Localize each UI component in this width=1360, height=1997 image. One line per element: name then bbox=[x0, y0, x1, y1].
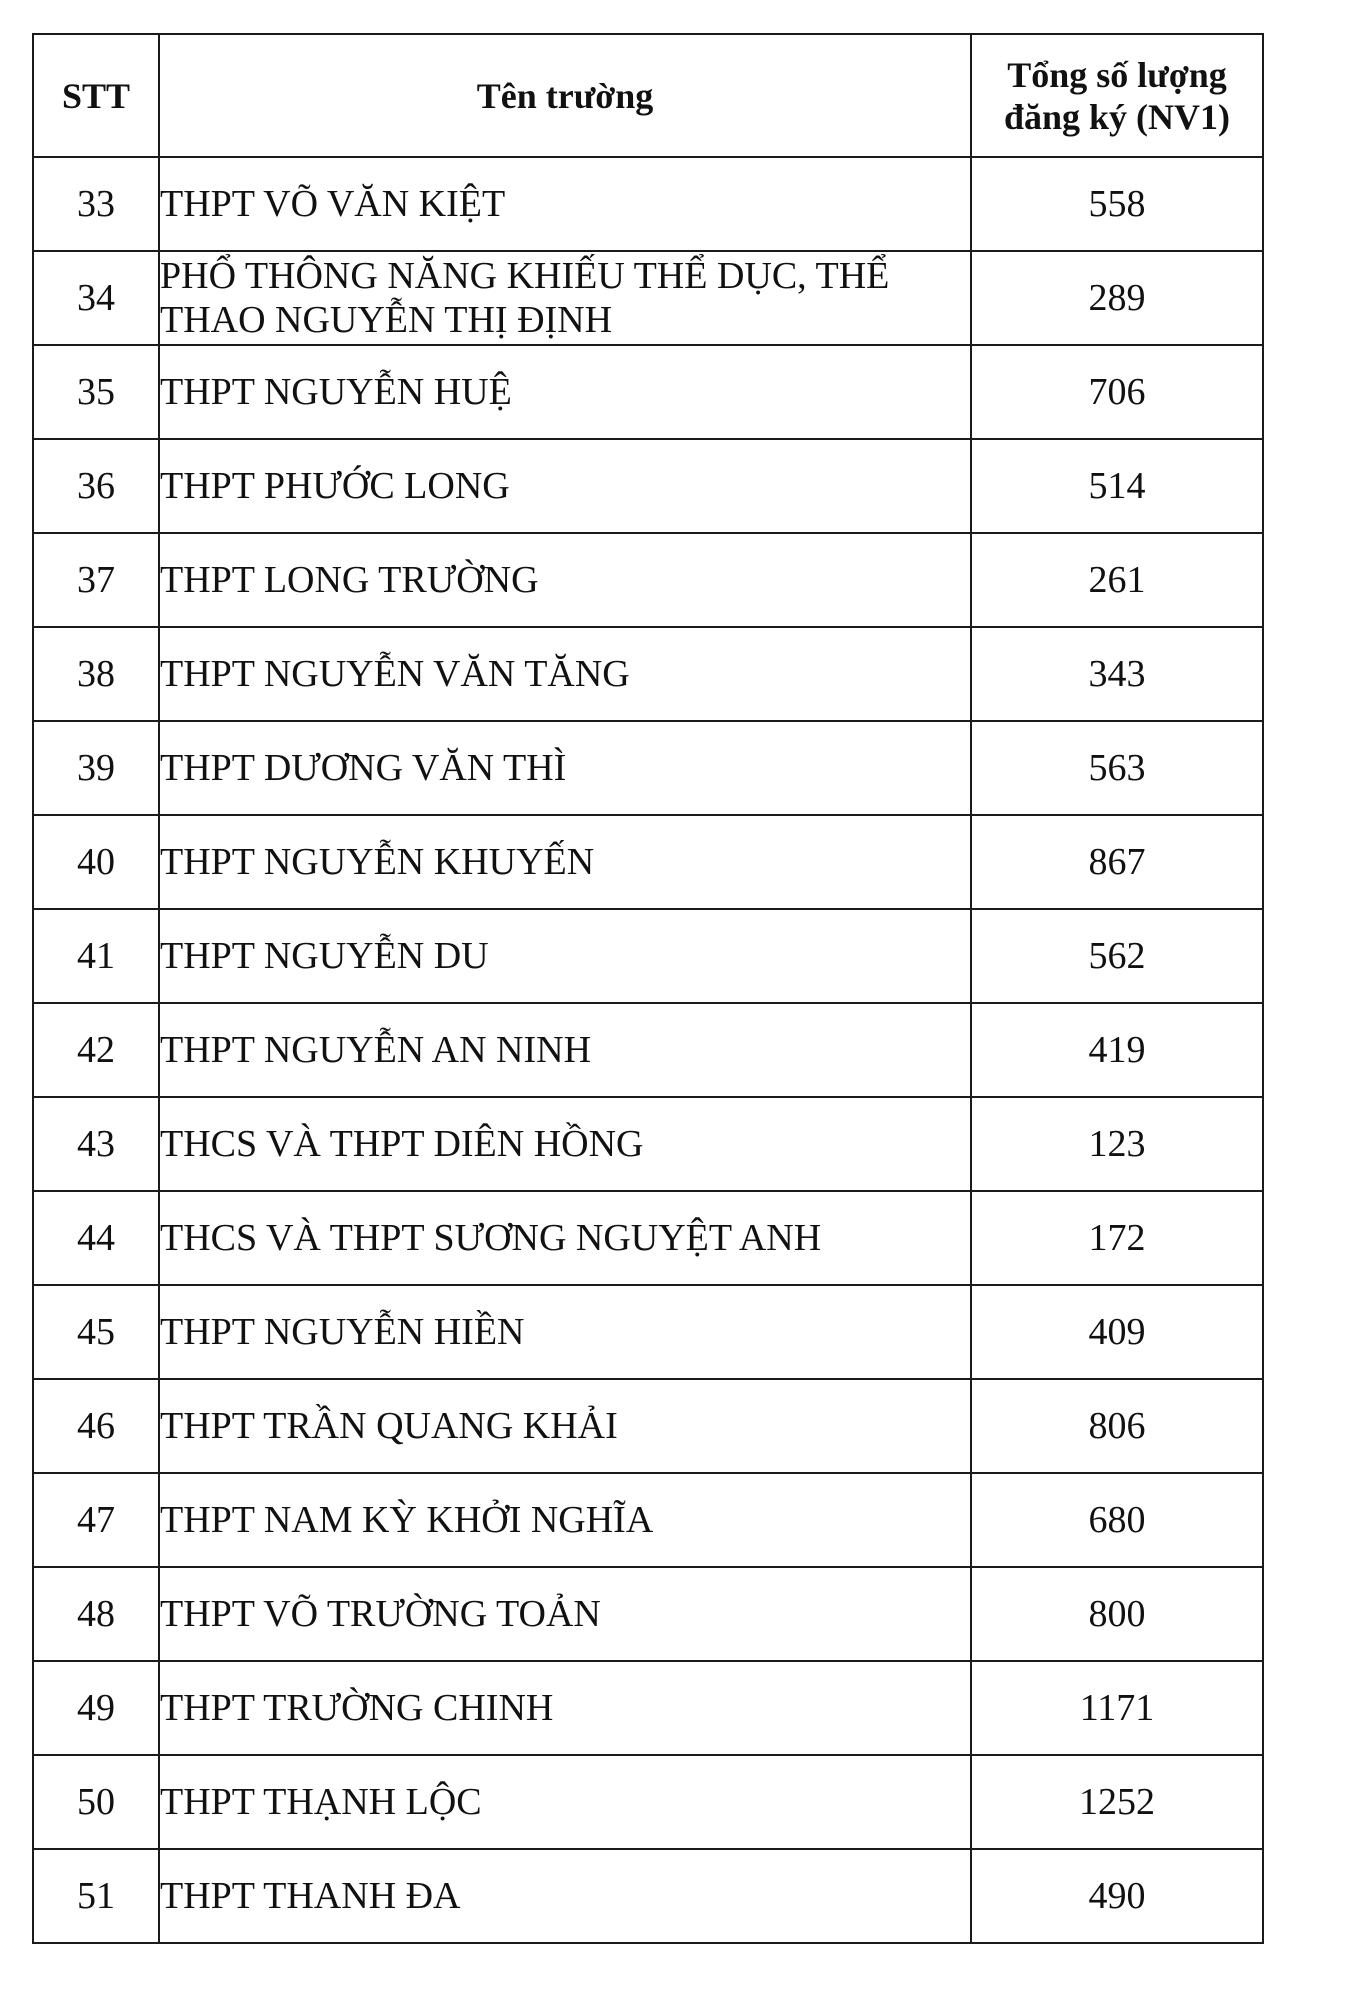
cell-school-name: THPT VÕ VĂN KIỆT bbox=[159, 157, 971, 251]
table-row bbox=[33, 1191, 1263, 1285]
table-row bbox=[33, 345, 1263, 439]
table-row bbox=[33, 157, 1263, 251]
cell-total: 562 bbox=[971, 909, 1263, 1003]
cell-total: 706 bbox=[971, 345, 1263, 439]
table-row bbox=[33, 721, 1263, 815]
cell-stt: 48 bbox=[33, 1567, 159, 1661]
cell-total: 343 bbox=[971, 627, 1263, 721]
table-row bbox=[33, 1849, 1263, 1943]
cell-stt: 36 bbox=[33, 439, 159, 533]
cell-total: 289 bbox=[971, 251, 1263, 345]
cell-school-name: THPT NGUYỄN AN NINH bbox=[159, 1003, 971, 1097]
cell-total: 261 bbox=[971, 533, 1263, 627]
cell-stt: 46 bbox=[33, 1379, 159, 1473]
cell-stt: 41 bbox=[33, 909, 159, 1003]
table-header-row bbox=[33, 34, 1263, 157]
cell-school-name: THPT PHƯỚC LONG bbox=[159, 439, 971, 533]
header-total-line2: đăng ký (NV1) bbox=[1003, 96, 1231, 137]
cell-school-name: THPT NAM KỲ KHỞI NGHĨA bbox=[159, 1473, 971, 1567]
table-row bbox=[33, 1473, 1263, 1567]
cell-school-name: THPT TRƯỜNG CHINH bbox=[159, 1661, 971, 1755]
cell-total: 514 bbox=[971, 439, 1263, 533]
table-row bbox=[33, 1097, 1263, 1191]
header-school-name: Tên trường bbox=[159, 34, 971, 157]
cell-stt: 47 bbox=[33, 1473, 159, 1567]
table-row bbox=[33, 251, 1263, 345]
table-row bbox=[33, 1567, 1263, 1661]
cell-total: 419 bbox=[971, 1003, 1263, 1097]
cell-stt: 42 bbox=[33, 1003, 159, 1097]
cell-total: 172 bbox=[971, 1191, 1263, 1285]
registration-table bbox=[32, 33, 1264, 1944]
cell-school-name: THPT THANH ĐA bbox=[159, 1849, 971, 1943]
cell-school-name: THPT DƯƠNG VĂN THÌ bbox=[159, 721, 971, 815]
cell-stt: 51 bbox=[33, 1849, 159, 1943]
cell-total: 563 bbox=[971, 721, 1263, 815]
cell-total: 123 bbox=[971, 1097, 1263, 1191]
table-row bbox=[33, 1003, 1263, 1097]
table-row bbox=[33, 1755, 1263, 1849]
cell-total: 490 bbox=[971, 1849, 1263, 1943]
cell-stt: 43 bbox=[33, 1097, 159, 1191]
header-stt: STT bbox=[33, 34, 159, 157]
cell-school-name: THPT NGUYỄN HUỆ bbox=[159, 345, 971, 439]
cell-stt: 39 bbox=[33, 721, 159, 815]
cell-stt: 44 bbox=[33, 1191, 159, 1285]
cell-total: 680 bbox=[971, 1473, 1263, 1567]
cell-total: 1171 bbox=[971, 1661, 1263, 1755]
cell-school-name: THPT LONG TRƯỜNG bbox=[159, 533, 971, 627]
cell-school-name: THPT TRẦN QUANG KHẢI bbox=[159, 1379, 971, 1473]
cell-school-name: THPT NGUYỄN DU bbox=[159, 909, 971, 1003]
table-row bbox=[33, 627, 1263, 721]
cell-school-name: THPT NGUYỄN VĂN TĂNG bbox=[159, 627, 971, 721]
table-row bbox=[33, 1379, 1263, 1473]
cell-stt: 37 bbox=[33, 533, 159, 627]
header-total-registrations bbox=[971, 34, 1263, 157]
table-row bbox=[33, 439, 1263, 533]
cell-school-name: THPT THẠNH LỘC bbox=[159, 1755, 971, 1849]
header-total-line1: Tổng số lượng bbox=[1007, 54, 1227, 95]
table-row bbox=[33, 909, 1263, 1003]
cell-school-name: THCS VÀ THPT DIÊN HỒNG bbox=[159, 1097, 971, 1191]
table-row bbox=[33, 815, 1263, 909]
cell-total: 806 bbox=[971, 1379, 1263, 1473]
cell-total: 867 bbox=[971, 815, 1263, 909]
cell-stt: 38 bbox=[33, 627, 159, 721]
cell-total: 1252 bbox=[971, 1755, 1263, 1849]
cell-stt: 34 bbox=[33, 251, 159, 345]
cell-total: 409 bbox=[971, 1285, 1263, 1379]
cell-school-name: THCS VÀ THPT SƯƠNG NGUYỆT ANH bbox=[159, 1191, 971, 1285]
cell-school-name: THPT VÕ TRƯỜNG TOẢN bbox=[159, 1567, 971, 1661]
table-row bbox=[33, 1661, 1263, 1755]
cell-total: 558 bbox=[971, 157, 1263, 251]
cell-total: 800 bbox=[971, 1567, 1263, 1661]
cell-stt: 35 bbox=[33, 345, 159, 439]
cell-stt: 40 bbox=[33, 815, 159, 909]
cell-stt: 45 bbox=[33, 1285, 159, 1379]
cell-stt: 50 bbox=[33, 1755, 159, 1849]
cell-school-name: THPT NGUYỄN HIỀN bbox=[159, 1285, 971, 1379]
cell-school-name: THPT NGUYỄN KHUYẾN bbox=[159, 815, 971, 909]
cell-school-name: PHỔ THÔNG NĂNG KHIẾU THỂ DỤC, THỂ THAO NGUYỄN THỊ ĐỊNH bbox=[159, 251, 971, 345]
cell-stt: 49 bbox=[33, 1661, 159, 1755]
cell-stt: 33 bbox=[33, 157, 159, 251]
table-row bbox=[33, 1285, 1263, 1379]
table-row bbox=[33, 533, 1263, 627]
